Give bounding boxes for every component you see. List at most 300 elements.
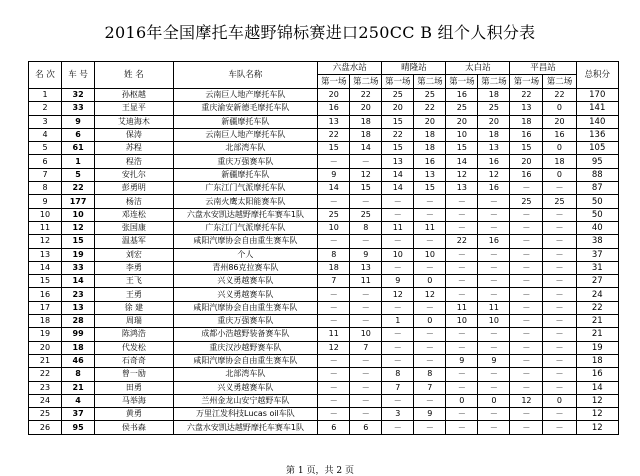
score-cell: 8 — [350, 221, 382, 234]
score-cell: 11 — [478, 301, 510, 314]
header-round: 第二场 — [478, 75, 510, 89]
name-cell: 王显平 — [95, 102, 174, 115]
number-cell: 33 — [62, 261, 95, 274]
table-row — [29, 182, 619, 195]
score-cell: 10 — [446, 315, 478, 328]
score-cell: 11 — [350, 275, 382, 288]
score-cell: 22 — [382, 128, 414, 141]
total-cell: 87 — [576, 182, 619, 195]
score-cell: 13 — [478, 142, 510, 155]
team-cell: 兴义勇越赛车队 — [173, 381, 318, 394]
rank-cell: 2 — [29, 102, 62, 115]
score-cell: 0 — [543, 142, 576, 155]
table-row — [29, 261, 619, 274]
score-cell: 25 — [543, 195, 576, 208]
table-body — [29, 89, 619, 435]
name-cell: 安扎尔 — [95, 168, 174, 181]
score-cell: 15 — [446, 142, 478, 155]
table-row — [29, 235, 619, 248]
score-cell: 25 — [446, 102, 478, 115]
total-cell: 27 — [576, 275, 619, 288]
total-cell: 14 — [576, 381, 619, 394]
score-cell: － — [350, 301, 382, 314]
header-station: 平昌站 — [510, 62, 576, 75]
score-cell: 13 — [414, 168, 446, 181]
score-cell: － — [318, 155, 350, 168]
number-cell: 33 — [62, 102, 95, 115]
score-cell: － — [543, 248, 576, 261]
number-cell: 12 — [62, 221, 95, 234]
rank-cell: 8 — [29, 182, 62, 195]
score-cell: － — [478, 421, 510, 434]
score-cell: － — [478, 341, 510, 354]
score-cell: － — [446, 381, 478, 394]
team-cell: 青州86克拉赛车队 — [173, 261, 318, 274]
rank-cell: 23 — [29, 381, 62, 394]
name-cell: 杨洁 — [95, 195, 174, 208]
score-cell: － — [318, 195, 350, 208]
score-cell: － — [414, 301, 446, 314]
score-cell: － — [318, 381, 350, 394]
score-cell: － — [510, 235, 543, 248]
header-station: 晴隆站 — [382, 62, 446, 75]
number-cell: 13 — [62, 301, 95, 314]
score-cell: － — [478, 381, 510, 394]
rank-cell: 1 — [29, 89, 62, 102]
score-cell: － — [543, 261, 576, 274]
score-cell: － — [350, 408, 382, 421]
header-station: 六盘水站 — [318, 62, 382, 75]
score-cell: 22 — [543, 89, 576, 102]
total-cell: 22 — [576, 301, 619, 314]
score-cell: － — [350, 235, 382, 248]
number-cell: 61 — [62, 142, 95, 155]
header-round: 第二场 — [543, 75, 576, 89]
table-row — [29, 408, 619, 421]
number-cell: 4 — [62, 394, 95, 407]
rank-cell: 15 — [29, 275, 62, 288]
score-cell: － — [543, 301, 576, 314]
rank-cell: 14 — [29, 261, 62, 274]
score-cell: 12 — [350, 168, 382, 181]
table-row — [29, 354, 619, 367]
table-row — [29, 328, 619, 341]
total-cell: 50 — [576, 195, 619, 208]
name-cell: 彭勇明 — [95, 182, 174, 195]
score-cell: 11 — [318, 328, 350, 341]
team-cell: 云南巨人地产摩托车队 — [173, 128, 318, 141]
total-cell: 95 — [576, 155, 619, 168]
score-cell: 0 — [543, 102, 576, 115]
rank-cell: 19 — [29, 328, 62, 341]
number-cell: 46 — [62, 354, 95, 367]
score-cell: － — [414, 354, 446, 367]
score-cell: － — [382, 208, 414, 221]
header-round: 第一场 — [446, 75, 478, 89]
number-cell: 32 — [62, 89, 95, 102]
header-round: 第一场 — [318, 75, 350, 89]
number-cell: 19 — [62, 248, 95, 261]
name-cell: 王勇 — [95, 288, 174, 301]
score-cell: 12 — [446, 168, 478, 181]
score-cell: － — [510, 208, 543, 221]
name-cell: 侯书森 — [95, 421, 174, 434]
score-cell: － — [318, 315, 350, 328]
score-cell: － — [414, 421, 446, 434]
score-cell: － — [446, 248, 478, 261]
total-cell: 24 — [576, 288, 619, 301]
page-footer: 第 1 页，共 2 页 — [286, 466, 354, 476]
score-cell: － — [446, 288, 478, 301]
rank-cell: 9 — [29, 195, 62, 208]
score-cell: － — [446, 408, 478, 421]
header-number: 车 号 — [62, 62, 95, 89]
rank-cell: 17 — [29, 301, 62, 314]
name-cell: 黄勇 — [95, 408, 174, 421]
header-station: 太白站 — [446, 62, 510, 75]
rank-cell: 10 — [29, 208, 62, 221]
score-cell: － — [510, 301, 543, 314]
score-cell: 15 — [382, 142, 414, 155]
team-cell: 广东江门气派摩托车队 — [173, 182, 318, 195]
score-cell: － — [478, 275, 510, 288]
score-cell: 25 — [414, 89, 446, 102]
score-cell: 16 — [318, 102, 350, 115]
score-cell: － — [543, 288, 576, 301]
team-cell: 新疆摩托车队 — [173, 168, 318, 181]
header-name: 姓 名 — [95, 62, 174, 89]
score-cell: － — [478, 368, 510, 381]
score-cell: － — [318, 301, 350, 314]
score-cell: 9 — [318, 168, 350, 181]
rank-cell: 11 — [29, 221, 62, 234]
score-cell: － — [446, 421, 478, 434]
total-cell: 40 — [576, 221, 619, 234]
score-cell: 16 — [414, 155, 446, 168]
rank-cell: 13 — [29, 248, 62, 261]
name-cell: 代发松 — [95, 341, 174, 354]
name-cell: 周瑞 — [95, 315, 174, 328]
total-cell: 21 — [576, 315, 619, 328]
score-cell: 0 — [478, 394, 510, 407]
score-cell: － — [543, 182, 576, 195]
rank-cell: 18 — [29, 315, 62, 328]
score-cell: － — [446, 275, 478, 288]
name-cell: 孙枢越 — [95, 89, 174, 102]
score-cell: － — [510, 408, 543, 421]
header-round: 第二场 — [414, 75, 446, 89]
number-cell: 99 — [62, 328, 95, 341]
score-cell: 16 — [543, 128, 576, 141]
table-row — [29, 155, 619, 168]
score-cell: － — [318, 235, 350, 248]
score-cell: 7 — [414, 381, 446, 394]
name-cell: 曾一励 — [95, 368, 174, 381]
score-cell: 14 — [446, 155, 478, 168]
score-cell: 14 — [350, 142, 382, 155]
table-row — [29, 275, 619, 288]
rank-cell: 7 — [29, 168, 62, 181]
score-cell: 13 — [446, 182, 478, 195]
score-cell: 18 — [543, 155, 576, 168]
score-cell: 9 — [478, 354, 510, 367]
table-row — [29, 115, 619, 128]
table-row — [29, 208, 619, 221]
total-cell: 136 — [576, 128, 619, 141]
score-cell: 22 — [350, 89, 382, 102]
total-cell: 16 — [576, 368, 619, 381]
score-cell: － — [543, 221, 576, 234]
score-cell: － — [318, 368, 350, 381]
number-cell: 37 — [62, 408, 95, 421]
total-cell: 140 — [576, 115, 619, 128]
score-cell: 20 — [414, 115, 446, 128]
score-cell: － — [478, 328, 510, 341]
total-cell: 141 — [576, 102, 619, 115]
score-cell: － — [510, 275, 543, 288]
score-cell: 10 — [414, 248, 446, 261]
score-cell: － — [543, 421, 576, 434]
score-cell: － — [543, 381, 576, 394]
score-cell: 16 — [446, 89, 478, 102]
number-cell: 28 — [62, 315, 95, 328]
score-cell: － — [382, 261, 414, 274]
team-cell: 广东江门气派摩托车队 — [173, 221, 318, 234]
rank-cell: 4 — [29, 128, 62, 141]
score-cell: 15 — [382, 115, 414, 128]
team-cell: 咸阳汽摩协会自由重生赛车队 — [173, 354, 318, 367]
score-cell: － — [543, 235, 576, 248]
score-cell: － — [350, 354, 382, 367]
score-cell: 0 — [543, 394, 576, 407]
score-cell: 13 — [318, 115, 350, 128]
score-cell: 18 — [414, 128, 446, 141]
table-row — [29, 168, 619, 181]
score-cell: 10 — [382, 248, 414, 261]
header-round: 第一场 — [510, 75, 543, 89]
rank-cell: 12 — [29, 235, 62, 248]
score-cell: － — [446, 261, 478, 274]
score-cell: － — [446, 195, 478, 208]
score-cell: － — [510, 341, 543, 354]
rank-cell: 22 — [29, 368, 62, 381]
number-cell: 177 — [62, 195, 95, 208]
score-cell: － — [510, 182, 543, 195]
rank-cell: 3 — [29, 115, 62, 128]
header-round: 第一场 — [382, 75, 414, 89]
score-cell: 22 — [414, 102, 446, 115]
total-cell: 12 — [576, 408, 619, 421]
score-cell: 16 — [478, 182, 510, 195]
number-cell: 10 — [62, 208, 95, 221]
number-cell: 21 — [62, 381, 95, 394]
name-cell: 温基军 — [95, 235, 174, 248]
score-cell: － — [382, 235, 414, 248]
score-cell: 7 — [350, 341, 382, 354]
score-cell: 20 — [543, 115, 576, 128]
score-cell: 10 — [318, 221, 350, 234]
score-cell: 8 — [318, 248, 350, 261]
score-cell: － — [318, 408, 350, 421]
team-cell: 六盘水安凯达越野摩托车赛车1队 — [173, 208, 318, 221]
team-cell: 兴义勇越赛车队 — [173, 288, 318, 301]
total-cell: 105 — [576, 142, 619, 155]
table-row — [29, 381, 619, 394]
score-cell: － — [543, 408, 576, 421]
score-cell: － — [414, 341, 446, 354]
score-cell: － — [382, 421, 414, 434]
table-row — [29, 288, 619, 301]
score-cell: － — [318, 288, 350, 301]
score-cell: － — [478, 408, 510, 421]
score-cell: 25 — [510, 195, 543, 208]
number-cell: 8 — [62, 368, 95, 381]
score-cell: － — [510, 315, 543, 328]
score-cell: 1 — [382, 315, 414, 328]
score-cell: － — [350, 381, 382, 394]
name-cell: 刘宏 — [95, 248, 174, 261]
score-cell: － — [446, 208, 478, 221]
name-cell: 王飞 — [95, 275, 174, 288]
score-cell: 25 — [382, 89, 414, 102]
number-cell: 14 — [62, 275, 95, 288]
score-cell: 0 — [414, 315, 446, 328]
score-cell: － — [446, 328, 478, 341]
name-cell: 保涛 — [95, 128, 174, 141]
score-cell: 9 — [414, 408, 446, 421]
team-cell: 北部湾车队 — [173, 142, 318, 155]
score-cell: － — [510, 368, 543, 381]
score-cell: 18 — [478, 128, 510, 141]
number-cell: 6 — [62, 128, 95, 141]
total-cell: 50 — [576, 208, 619, 221]
score-cell: 18 — [414, 142, 446, 155]
score-cell: 16 — [478, 235, 510, 248]
score-cell: 8 — [382, 368, 414, 381]
score-cell: 22 — [318, 128, 350, 141]
score-cell: 11 — [446, 301, 478, 314]
table-row — [29, 221, 619, 234]
number-cell: 23 — [62, 288, 95, 301]
score-cell: 18 — [318, 261, 350, 274]
table-row — [29, 195, 619, 208]
header-total: 总积分 — [576, 62, 619, 89]
total-cell: 38 — [576, 235, 619, 248]
score-cell: － — [318, 354, 350, 367]
score-cell: 25 — [350, 208, 382, 221]
team-cell: 六盘水安凯达越野摩托车赛车1队 — [173, 421, 318, 434]
score-cell: 18 — [350, 115, 382, 128]
rank-cell: 5 — [29, 142, 62, 155]
table-row — [29, 368, 619, 381]
name-cell: 张国康 — [95, 221, 174, 234]
name-cell: 陈鸿浩 — [95, 328, 174, 341]
number-cell: 9 — [62, 115, 95, 128]
team-cell: 重庆汉沙越野赛车队 — [173, 341, 318, 354]
name-cell: 李勇 — [95, 261, 174, 274]
score-cell: 20 — [318, 89, 350, 102]
score-cell: 10 — [446, 128, 478, 141]
number-cell: 18 — [62, 341, 95, 354]
score-cell: 0 — [446, 394, 478, 407]
score-cell: 12 — [414, 288, 446, 301]
rank-cell: 6 — [29, 155, 62, 168]
score-cell: － — [350, 368, 382, 381]
rank-cell: 21 — [29, 354, 62, 367]
score-cell: － — [382, 394, 414, 407]
team-cell: 新疆摩托车队 — [173, 115, 318, 128]
score-cell: － — [510, 354, 543, 367]
score-cell: － — [382, 341, 414, 354]
total-cell: 21 — [576, 328, 619, 341]
score-cell: － — [510, 248, 543, 261]
total-cell: 12 — [576, 421, 619, 434]
score-cell: 16 — [478, 155, 510, 168]
score-cell: － — [414, 195, 446, 208]
table-row — [29, 89, 619, 102]
score-cell: － — [510, 221, 543, 234]
score-cell: 18 — [350, 128, 382, 141]
score-cell: － — [543, 328, 576, 341]
score-cell: 13 — [382, 155, 414, 168]
team-cell: 万里江发科技Lucas oil车队 — [173, 408, 318, 421]
score-cell: － — [446, 368, 478, 381]
score-cell: － — [543, 354, 576, 367]
name-cell: 程浩 — [95, 155, 174, 168]
score-cell: － — [382, 328, 414, 341]
total-cell: 18 — [576, 354, 619, 367]
table-row — [29, 248, 619, 261]
score-cell: － — [350, 155, 382, 168]
score-cell: － — [510, 328, 543, 341]
score-cell: 8 — [414, 368, 446, 381]
team-cell: 兰州金龙山安宁越野车队 — [173, 394, 318, 407]
score-cell: 25 — [318, 208, 350, 221]
table-row — [29, 421, 619, 434]
number-cell: 22 — [62, 182, 95, 195]
score-cell: － — [478, 208, 510, 221]
score-cell: 12 — [510, 394, 543, 407]
score-cell: 0 — [543, 168, 576, 181]
header-round: 第二场 — [350, 75, 382, 89]
score-cell: － — [414, 261, 446, 274]
score-cell: － — [446, 221, 478, 234]
score-cell: 22 — [510, 89, 543, 102]
team-cell: 云南巨人地产摩托车队 — [173, 89, 318, 102]
score-cell: － — [510, 381, 543, 394]
score-cell: 10 — [350, 328, 382, 341]
score-cell: 11 — [414, 221, 446, 234]
score-cell: 13 — [510, 102, 543, 115]
table-row — [29, 394, 619, 407]
rank-cell: 26 — [29, 421, 62, 434]
team-cell: 成都小浩越野装备赛车队 — [173, 328, 318, 341]
total-cell: 88 — [576, 168, 619, 181]
score-cell: 16 — [510, 128, 543, 141]
score-cell: － — [414, 235, 446, 248]
header-rank: 名 次 — [29, 62, 62, 89]
table-row — [29, 315, 619, 328]
page-title: 2016年全国摩托车越野锦标赛进口250CC B 组个人积分表 — [104, 23, 536, 42]
score-cell: 20 — [446, 115, 478, 128]
score-cell: 13 — [350, 261, 382, 274]
table-row — [29, 142, 619, 155]
score-cell: － — [478, 221, 510, 234]
team-cell: 云南火鹰太阳能赛车队 — [173, 195, 318, 208]
score-cell: 20 — [478, 115, 510, 128]
name-cell: 邓连松 — [95, 208, 174, 221]
score-cell: 0 — [414, 275, 446, 288]
